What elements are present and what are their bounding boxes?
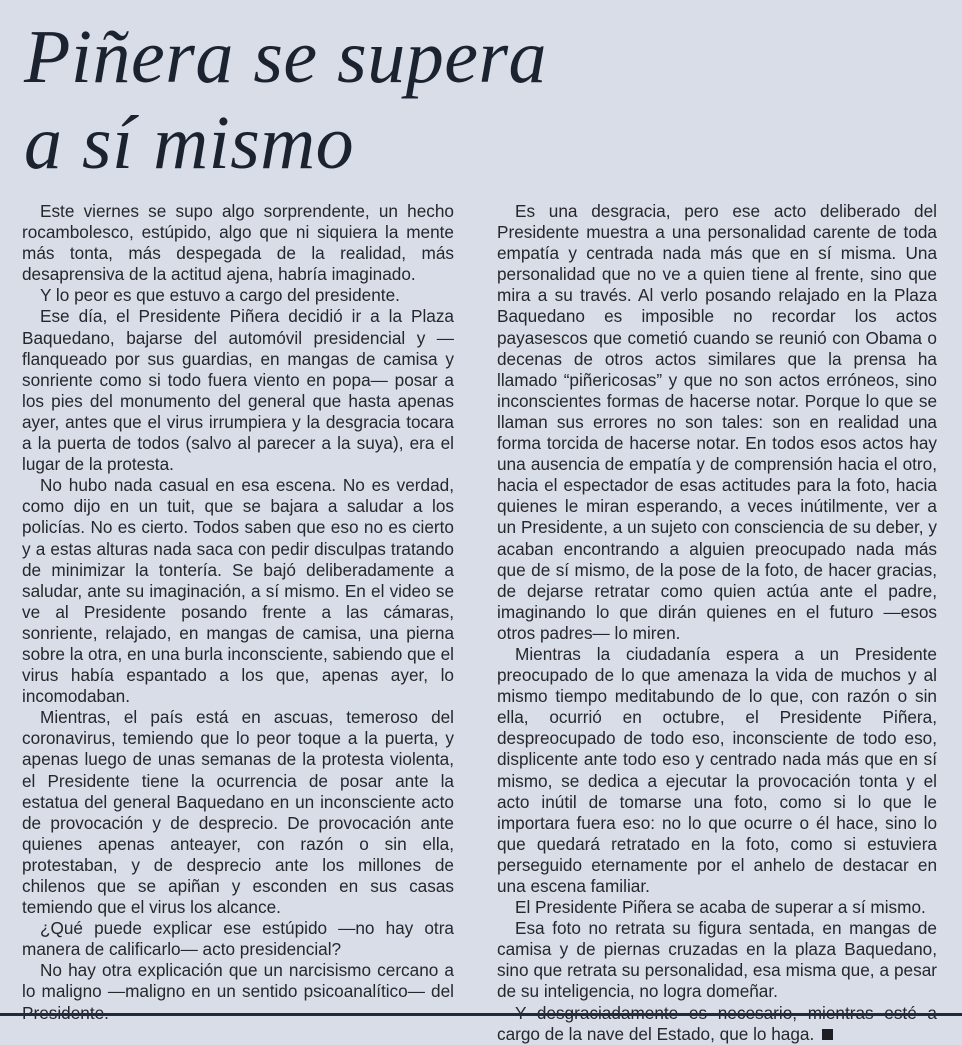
paragraph: No hay otra explicación que un narcisismo cercano a lo maligno —maligno en un sentido psicoanalítico— del [22, 960, 454, 1002]
article-title-line-1: Piñera se supera [24, 15, 548, 99]
paragraph: El Presidente Piñera se acaba de superar a sí mismo. [515, 897, 926, 918]
paragraph: Es una desgracia, pero ese acto deliberado del Presidente muestra a una personalidad carente de toda empatía y centrada nada más que en sí misma. Una personalidad que no ve a quien tiene al frente, sino que mira a su través. Al verlo posando relajado en la Plaza Baquedano es imposible no recordar los actos payasescos que cometió cuando se reunió con Obama o decenas de otros actos similares que la prensa ha llamado “piñericosas” y que no son actos erróneos, sino inconscientes formas de hacerse notar. Porque lo que se llaman sus errores no son tales: son en realidad una forma torcida de hacerse notar. En todos esos actos hay una ausencia de empatía y de comprensión hacia el otro, hacia el espectador de esas actitudes para la foto, hacia quienes le miran esperando, a veces inútilmente, ver a un Presidente, a un sujeto con consciencia de su deber, y acaban encontrando a alguien preocupado nada más que de sí mismo, de la pose de la foto, de hacer gracias, de dejarse retratar como quien actúa ante el padre, imaginando lo que dirán quienes en el futuro —esos otros padres— lo miren. [497, 201, 937, 643]
black-square-icon [822, 1029, 833, 1040]
paragraph: Ese día, el Presidente Piñera decidió ir a la Plaza Baquedano, bajarse del automóvil presidencial y —flanqueado por sus guardias, en mangas de camisa y sonriente como si todo fuera viento en popa— posar a los pies del monumento del general que hasta apenas ayer, antes que el virus irrumpiera y la desgracia tocara a la puerta de todos (salvo al parecer a la suya), era el lugar de la protesta. [22, 306, 454, 475]
right-column [497, 201, 937, 1045]
paragraph: No hubo nada casual en esa escena. No es verdad, como dijo en un tuit, que se bajara a saludar a los policías. No es cierto. Todos saben que eso no es cierto y a estas alturas nada saca con pedir disculpas tratando de minimizar la tontería. Se bajó deliberadamente a saludar, ante su imaginación, a sí mismo. En el video se ve al Presidente posando frente a las cámaras, sonriente, relajado, en mangas de camisa, una pierna sobre la otra, en una burla inconsciente, sabiendo que el virus había espantado a los que, apenas ayer, lo incomodaban. [22, 475, 454, 707]
paragraph: Y lo peor es que estuvo a cargo del presidente. [40, 285, 400, 306]
article-title-line-2: a sí mismo [24, 101, 355, 185]
paragraph: Este viernes se supo algo sorprendente, un hecho rocambolesco, estúpido, algo que ni siquiera la mente más tonta, más despegada de la realidad, más desaprensiva de la actitud ajena, habría imaginado. [22, 201, 454, 285]
last-paragraph-text: cargo de la nave del Estado, que lo haga. [497, 1023, 815, 1044]
paragraph: Mientras la ciudadanía espera a un Presidente preocupado de lo que amenaza la vida de muchos y al mismo tiempo meditabundo de lo que, con razón o sin ella, ocurrió en octubre, el Presidente Piñera, despreocupado de todo eso, inconsciente de todo eso, displicente ante todo eso y centrado nada más que en sí mismo, se dedica a ejecutar la provocación tonta y el acto inútil de tomarse una foto, como si lo que le importara fuera eso: no lo que ocurre o él hace, sino lo que quedará retratado en la foto, como si estuviera perseguido eternamente por el anhelo de destacar en una escena familiar. [497, 643, 937, 896]
paragraph: Mientras, el país está en ascuas, temeroso del coronavirus, temiendo que lo peor toque a la puerta, y apenas luego de unas semanas de la protesta violenta, el Presidente tiene la ocurrencia de posar ante la estatua del general Baquedano en un inconsciente acto de provocación y de desprecio. De provocación ante quienes apenas anteayer, con razón o sin ella, protestaban, y de desprecio ante los millones de chilenos que se apiñan y esconden en sus casas temiendo que el virus los alcance. [22, 707, 454, 918]
paragraph: ¿Qué puede explicar ese estúpido —no hay otra manera de calificarlo— acto presidencial? [22, 918, 454, 960]
paragraph: Esa foto no retrata su figura sentada, en mangas de camisa y de piernas cruzadas en la plaza Baquedano, sino que retrata su personalidad, esa misma que, a pesar de su inteligencia, no logra domeñar. [497, 918, 937, 1002]
left-column [22, 201, 454, 1024]
article-title [24, 14, 924, 186]
bottom-rule [0, 1013, 962, 1016]
